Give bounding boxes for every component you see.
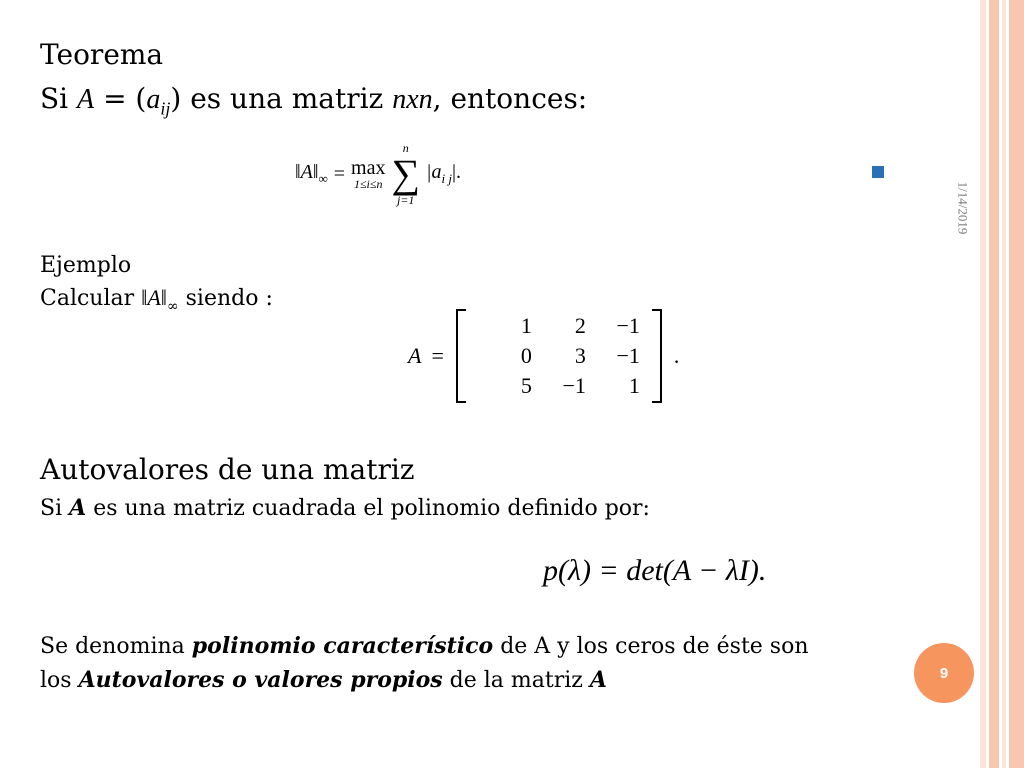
conclusion-line-2: los Autovalores o valores propios de la matriz A <box>40 667 607 693</box>
matrix-cell: −1 <box>616 313 640 338</box>
infinity-norm-formula: $‖A‖_\infty$ = max 1≤i≤n n ∑ j=1 $|a_{i j}|$. <box>295 141 461 207</box>
matrix-cell: 2 <box>574 313 586 338</box>
matrix-cell: −1 <box>562 373 586 398</box>
conclusion-line-1: Se denomina polinomio característico de A y los ceros de éste son <box>40 633 809 659</box>
example-heading: Ejemplo <box>40 253 132 278</box>
bullet-marker <box>872 166 884 178</box>
characteristic-polynomial: p(λ) = det(A − λI). <box>543 554 767 587</box>
matrix-cell: 1 <box>520 313 532 338</box>
eigen-statement: Si A es una matriz cuadrada el polinomio definido por: <box>40 495 650 521</box>
matrix-cell: 3 <box>574 343 586 368</box>
heading-theorem: Teorema <box>40 38 164 71</box>
right-bracket <box>650 308 664 404</box>
stripe <box>989 0 999 768</box>
stripe <box>980 0 986 768</box>
stripe <box>1009 0 1024 768</box>
heading-eigenvalues: Autovalores de una matriz <box>40 453 415 486</box>
matrix-cell: 1 <box>628 373 640 398</box>
slide-date: 1/14/2019 <box>955 181 971 234</box>
matrix-cell: 5 <box>520 373 532 398</box>
example-matrix: A = 1 2 −1 0 3 −1 5 −1 1 . <box>408 308 679 404</box>
matrix-grid <box>478 313 640 399</box>
matrix-cell: −1 <box>616 343 640 368</box>
theorem-statement: Si $A = (a_{ij})$ es una matriz nxn, entonces: <box>40 82 588 119</box>
decorative-stripes <box>980 0 1024 768</box>
page-number-badge: 9 <box>914 643 974 703</box>
matrix-cell: 0 <box>520 343 532 368</box>
stripe <box>1002 0 1006 768</box>
example-statement: Calcular $‖A‖_\infty$ siendo : <box>40 285 273 315</box>
left-bracket <box>454 308 468 404</box>
